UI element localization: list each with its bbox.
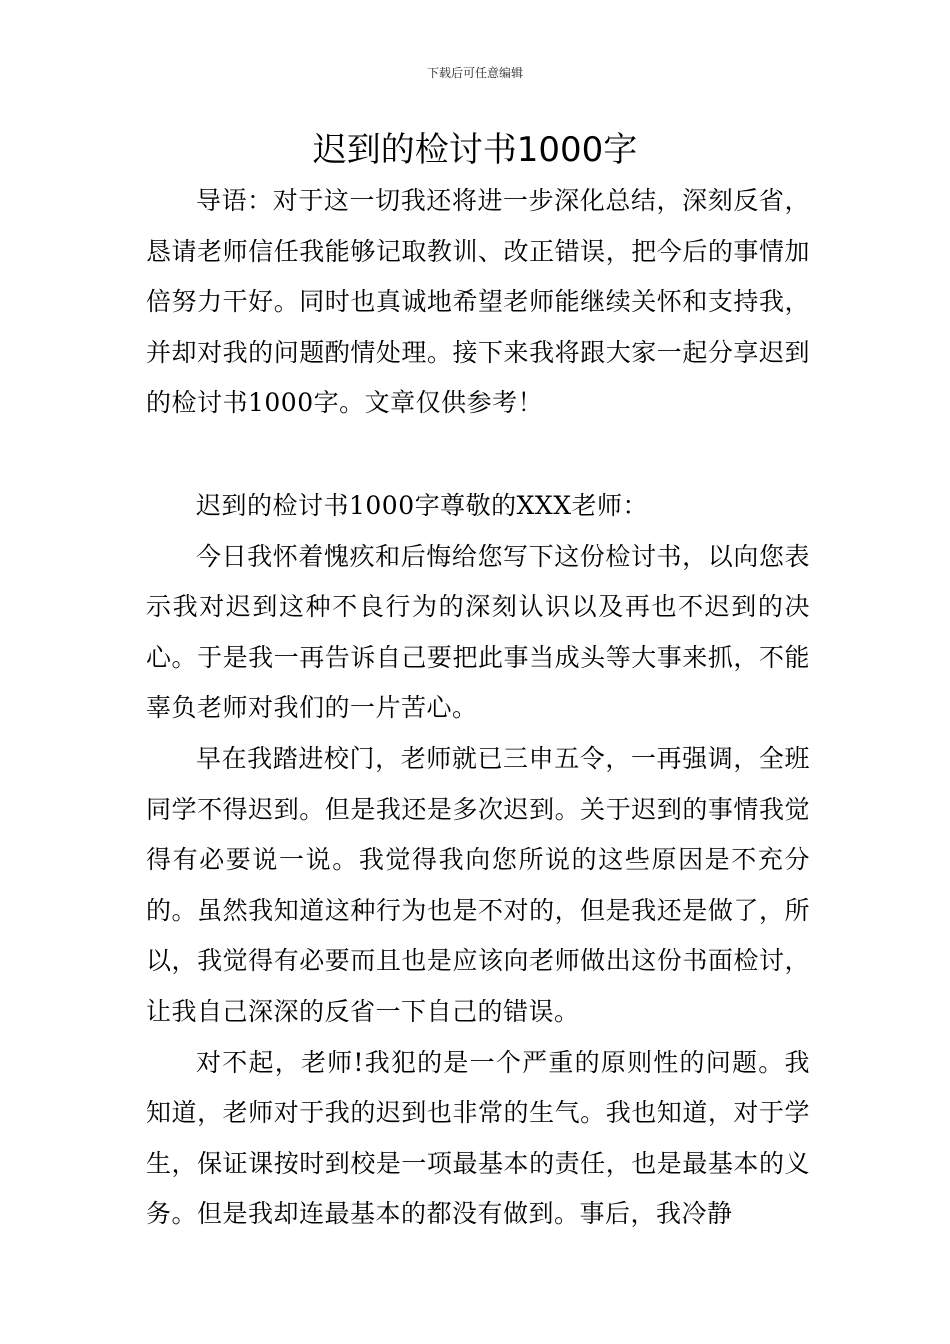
body-paragraph-2: 早在我踏进校门，老师就已三申五令，一再强调，全班同学不得迟到。但是我还是多次迟到。关于迟到的事情我觉得有必要说一说。我觉得我向您所说的这些原因是不充分的。虽然我知道这种行为也是不对的，但是我还是做了，所以，我觉得有必要而且也是应该向老师做出这份书面检讨，让我自己深深的反省一下自己的错误。	[146, 743, 810, 1026]
header-note: 下载后可任意编辑	[426, 66, 523, 80]
document-title: 迟到的检讨书1000字	[312, 130, 638, 170]
intro-paragraph: 导语：对于这一切我还将进一步深化总结，深刻反省，恳请老师信任我能够记取教训、改正错误，把今后的事情加倍努力干好。同时也真诚地希望老师能继续关怀和支持我，并却对我的问题酌情处理。接下来我将跟大家一起分享迟到的检讨书1000字。文章仅供参考！	[146, 186, 810, 418]
body-paragraph-3: 对不起，老师!我犯的是一个严重的原则性的问题。我知道，老师对于我的迟到也非常的生气。我也知道，对于学生，保证课按时到校是一项最基本的责任，也是最基本的义务。但是我却连最基本的都没有做到。事后，我冷静	[146, 1047, 810, 1229]
paragraph-spacer	[146, 429, 810, 481]
document-body	[146, 176, 810, 1240]
salutation-line: 迟到的检讨书1000字尊敬的XXX老师：	[196, 490, 649, 520]
body-paragraph-1: 今日我怀着愧疚和后悔给您写下这份检讨书，以向您表示我对迟到这种不良行为的深刻认识以及再也不迟到的决心。于是我一再告诉自己要把此事当成头等大事来抓，不能辜负老师对我们的一片苦心。	[146, 541, 810, 723]
